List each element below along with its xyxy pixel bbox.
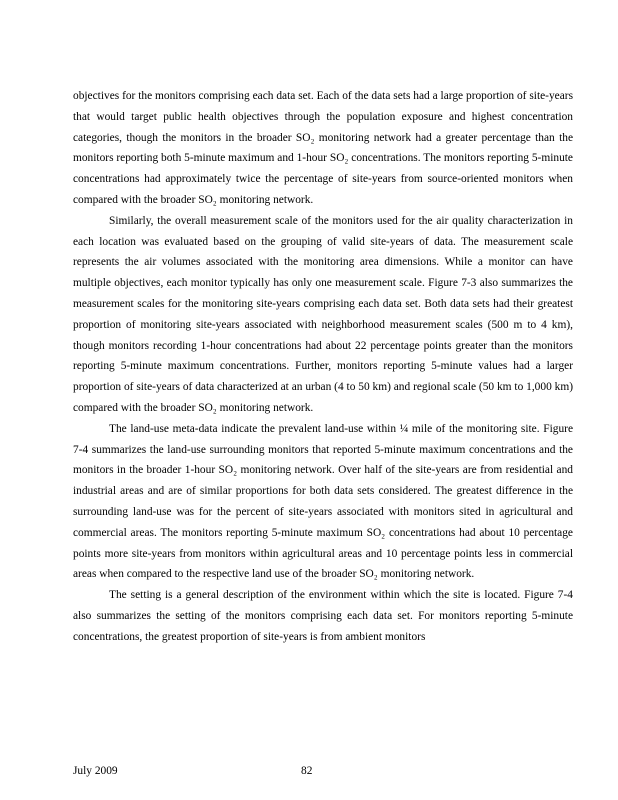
paragraph-land-use: The land-use meta-data indicate the prevalent land-use within ¼ mile of the monitoring site. Figure 7-4 summarizes the land-use surrounding monitors that reported 5-minute maximum concentrations and the monitors in the broader 1-hour SO₂ monitoring network. Over half of the site-years are from residential and industrial areas and are of similar proportions for both data sets considered. The greatest difference in the surrounding land-use was for the percent of site-years associated with monitors sited in agricultural and commercial areas. The monitors reporting 5-minute maximum SO₂ concentrations had about 10 percentage points more site-years from monitors within agricultural areas and 10 percentage points less in commercial areas when compared to the respective land use of the broader SO₂ monitoring network. [73, 422, 573, 581]
body-text [73, 86, 573, 648]
footer-date: July 2009 [73, 765, 118, 777]
paragraph-monitor-objectives: objectives for the monitors comprising each data set. Each of the data sets had a large proportion of site-years that would target public health objectives through the population exposure and highest concentration categories, though the monitors in the broader SO₂ monitoring network had a greater percentage than the monitors reporting both 5-minute maximum and 1-hour SO₂ concentrations. The monitors reporting 5-minute concentrations had approximately twice the percentage of site-years from source-oriented monitors when compared with the broader SO₂ monitoring network. [73, 90, 573, 206]
paragraph-setting: The setting is a general description of the environment within which the site is located. Figure 7-4 also summarizes the setting of the monitors comprising each data set. For monitors reporting 5-minute concentrations, the greatest proportion of site-years is from ambient monitors [73, 589, 573, 643]
page-number: 82 [301, 765, 313, 777]
paragraph-measurement-scale: Similarly, the overall measurement scale of the monitors used for the air quality characterization in each location was evaluated based on the grouping of valid site-years of data. The measurement scale represents the air volumes associated with the monitoring area dimensions. While a monitor can have multiple objectives, each monitor typically has only one measurement scale. Figure 7-3 also summarizes the measurement scales for the monitoring site-years comprising each data set. Both data sets had their greatest proportion of monitoring site-years associated with neighborhood measurement scales (500 m to 4 km), though monitors recording 1-hour concentrations had about 22 percentage points greater than the monitors reporting 5-minute maximum concentrations. Further, monitors reporting 5-minute values had a larger proportion of site-years of data characterized at an urban (4 to 50 km) and regional scale (50 km to 1,000 km) compared with the broader SO₂ monitoring network. [73, 214, 573, 414]
